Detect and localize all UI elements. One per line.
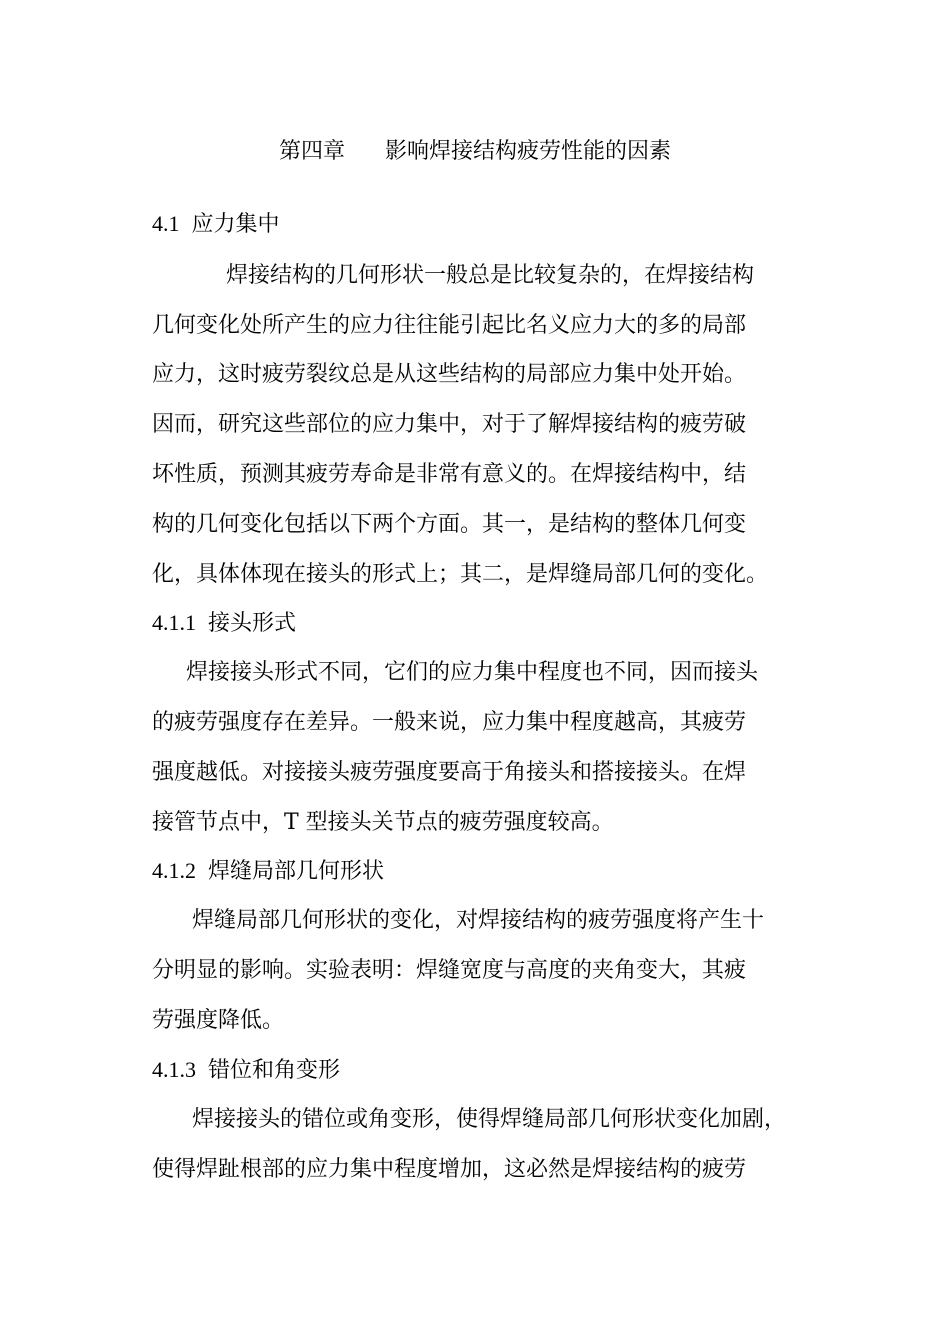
section-heading-4-1-1 xyxy=(152,607,296,640)
paragraph-line: 应力，这时疲劳裂纹总是从这些结构的局部应力集中处开始。 xyxy=(152,362,747,387)
chapter-title xyxy=(0,136,950,168)
paragraph-line: 分明显的影响。实验表明：焊缝宽度与高度的夹角变大，其疲 xyxy=(152,958,747,983)
paragraph-line: 劳强度降低。 xyxy=(152,1008,285,1033)
paragraph-line: 焊缝局部几何形状的变化，对焊接结构的疲劳强度将产生十 xyxy=(192,908,765,933)
paragraph-line: 化，具体体现在接头的形式上；其二，是焊缝局部几何的变化。 xyxy=(152,562,769,587)
section-title: 焊缝局部几何形状 xyxy=(208,859,385,884)
paragraph-line: 接管节点中，T 型接头关节点的疲劳强度较高。 xyxy=(152,810,614,835)
section-number: 4.1 xyxy=(152,211,180,236)
paragraph-line: 因而，研究这些部位的应力集中，对于了解焊接结构的疲劳破 xyxy=(152,412,747,437)
paragraph-line: 强度越低。对接接头疲劳强度要高于角接头和搭接接头。在焊 xyxy=(152,760,747,785)
paragraph-line: 焊接接头的错位或角变形，使得焊缝局部几何形状变化加剧， xyxy=(192,1107,787,1132)
section-number: 4.1.3 xyxy=(152,1057,196,1082)
paragraph-line: 的疲劳强度存在差异。一般来说，应力集中程度越高，其疲劳 xyxy=(152,710,747,735)
paragraph-line: 使得焊趾根部的应力集中程度增加，这必然是焊接结构的疲劳 xyxy=(152,1157,747,1182)
paragraph-line: 焊接接头形式不同，它们的应力集中程度也不同，因而接头 xyxy=(186,660,759,685)
section-number: 4.1.1 xyxy=(152,610,196,635)
section-heading-4-1-2 xyxy=(152,855,384,888)
section-number: 4.1.2 xyxy=(152,858,196,883)
paragraph-line: 焊接结构的几何形状一般总是比较复杂的，在焊接结构 xyxy=(226,263,755,288)
section-title: 接头形式 xyxy=(208,611,297,636)
paragraph-line: 构的几何变化包括以下两个方面。其一，是结构的整体几何变 xyxy=(152,512,747,537)
paragraph-line: 几何变化处所产生的应力往往能引起比名义应力大的多的局部 xyxy=(152,313,747,338)
chapter-number: 第四章 xyxy=(278,139,345,164)
chapter-name: 影响焊接结构疲劳性能的因素 xyxy=(385,139,672,164)
section-title: 错位和角变形 xyxy=(208,1058,341,1083)
section-heading-4-1-3 xyxy=(152,1054,340,1087)
paragraph-line: 坏性质，预测其疲劳寿命是非常有意义的。在焊接结构中，结 xyxy=(152,462,747,487)
section-title: 应力集中 xyxy=(191,212,280,237)
section-heading-4-1 xyxy=(152,208,280,241)
